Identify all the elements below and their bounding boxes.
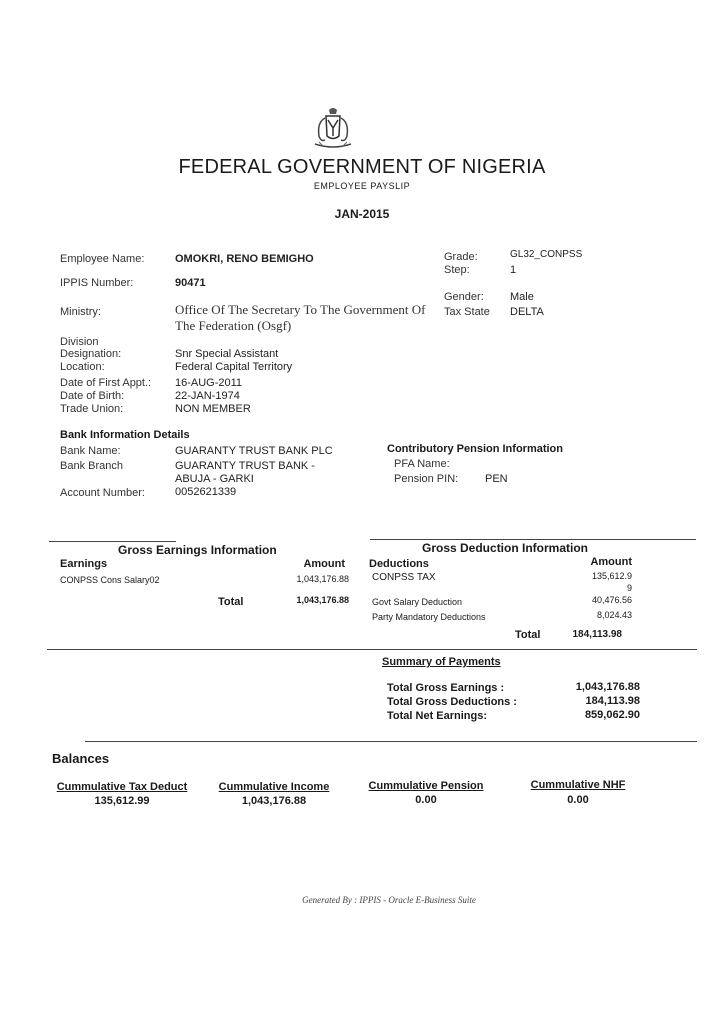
pension-section-title: Contributory Pension Information (387, 443, 563, 455)
total-net-earnings: 859,062.90 (584, 709, 640, 721)
earnings-row-amount: 1,043,176.88 (296, 574, 349, 584)
deductions-col-amount: Amount (590, 556, 632, 568)
division-label: Division (60, 336, 99, 348)
ippis-label: IPPIS Number: (60, 277, 134, 289)
first-appointment-date: 16-AUG-2011 (175, 377, 243, 389)
earnings-col-item: Earnings (60, 558, 108, 570)
total-net-earnings-label: Total Net Earnings: (387, 710, 488, 722)
pfa-name-label: PFA Name: (394, 458, 450, 470)
pension-pin: PEN (485, 473, 508, 485)
account-number-label: Account Number: (60, 487, 145, 499)
grade: GL32_CONPSS (510, 249, 583, 260)
deduction-row-amount: 40,476.56 (591, 595, 632, 605)
page-title: FEDERAL GOVERNMENT OF NIGERIA (178, 156, 546, 178)
balances-top-rule (85, 741, 697, 742)
bank-section-title: Bank Information Details (60, 429, 190, 441)
pay-period: JAN-2015 (334, 207, 390, 221)
earnings-section-title: Gross Earnings Information (118, 543, 277, 557)
cumulative-nhf: 0.00 (567, 794, 589, 806)
location: Federal Capital Territory (175, 361, 293, 373)
bank-branch-line-1: GUARANTY TRUST BANK - (175, 460, 315, 472)
ministry-label: Ministry: (60, 306, 101, 318)
trade-union-label: Trade Union: (60, 403, 124, 415)
earnings-top-rule (49, 541, 176, 542)
tax-state: DELTA (510, 306, 544, 318)
location-label: Location: (60, 361, 105, 373)
gender: Male (510, 291, 534, 303)
step-label: Step: (444, 264, 470, 276)
deductions-section-title: Gross Deduction Information (422, 541, 589, 555)
deduction-row-name: CONPSS TAX (372, 572, 436, 583)
cumulative-pension-label: Cummulative Pension (368, 780, 484, 792)
bank-name-label: Bank Name: (60, 445, 121, 457)
cumulative-income-label: Cummulative Income (218, 781, 330, 793)
deductions-total: 184,113.98 (572, 629, 622, 640)
deductions-total-label: Total (515, 629, 541, 641)
ippis-number: 90471 (175, 277, 206, 289)
deduction-row-name: Party Mandatory Deductions (372, 612, 486, 622)
deduction-row-amount-wrap: 9 (626, 583, 632, 593)
bank-branch-label: Bank Branch (60, 460, 123, 472)
grade-label: Grade: (444, 251, 478, 263)
earnings-total: 1,043,176.88 (296, 595, 349, 605)
first-appointment-label: Date of First Appt.: (60, 377, 152, 389)
designation-label: Designation: (60, 348, 122, 360)
bank-branch-line-2: ABUJA - GARKI (175, 473, 254, 485)
earnings-total-label: Total (218, 596, 244, 608)
ministry-line-2: The Federation (Osgf) (175, 318, 292, 333)
deductions-col-item: Deductions (369, 558, 429, 570)
earnings-col-amount: Amount (303, 558, 345, 570)
tax-state-label: Tax State (444, 306, 490, 318)
earnings-row-name: CONPSS Cons Salary02 (60, 575, 160, 585)
cumulative-income: 1,043,176.88 (241, 795, 307, 807)
trade-union: NON MEMBER (175, 403, 251, 415)
employee-name-label: Employee Name: (60, 253, 145, 265)
deduction-row-name: Govt Salary Deduction (372, 597, 463, 607)
date-of-birth: 22-JAN-1974 (175, 390, 240, 402)
page-subtitle: EMPLOYEE PAYSLIP (313, 181, 411, 191)
step: 1 (510, 264, 517, 276)
balances-title: Balances (52, 751, 110, 766)
pension-pin-label: Pension PIN: (394, 473, 459, 485)
cumulative-tax-label: Cummulative Tax Deduct (56, 781, 188, 793)
total-gross-deductions: 184,113.98 (585, 695, 640, 707)
deduction-row-amount: 135,612.9 (591, 571, 632, 581)
cumulative-pension: 0.00 (415, 794, 437, 806)
total-gross-deductions-label: Total Gross Deductions : (387, 696, 517, 708)
employee-name: OMOKRI, RENO BEMIGHO (175, 253, 314, 265)
coat-of-arms-icon (309, 106, 357, 150)
total-gross-earnings-label: Total Gross Earnings : (387, 682, 505, 694)
designation: Snr Special Assistant (175, 348, 279, 360)
deductions-top-rule (370, 539, 696, 540)
deduction-row-amount: 8,024.43 (596, 610, 632, 620)
generated-by-footer: Generated By : IPPIS - Oracle E-Business Suite (302, 895, 476, 905)
total-gross-earnings: 1,043,176.88 (575, 681, 640, 693)
account-number: 0052621339 (175, 486, 237, 498)
dob-label: Date of Birth: (60, 390, 125, 402)
gender-label: Gender: (444, 291, 484, 303)
cumulative-tax: 135,612.99 (94, 795, 150, 807)
gross-bottom-rule (47, 649, 697, 650)
ministry-line-1: Office Of The Secretary To The Government Of (175, 302, 426, 317)
summary-title: Summary of Payments (382, 656, 501, 668)
cumulative-nhf-label: Cummulative NHF (530, 779, 626, 791)
bank-name: GUARANTY TRUST BANK PLC (175, 445, 333, 457)
